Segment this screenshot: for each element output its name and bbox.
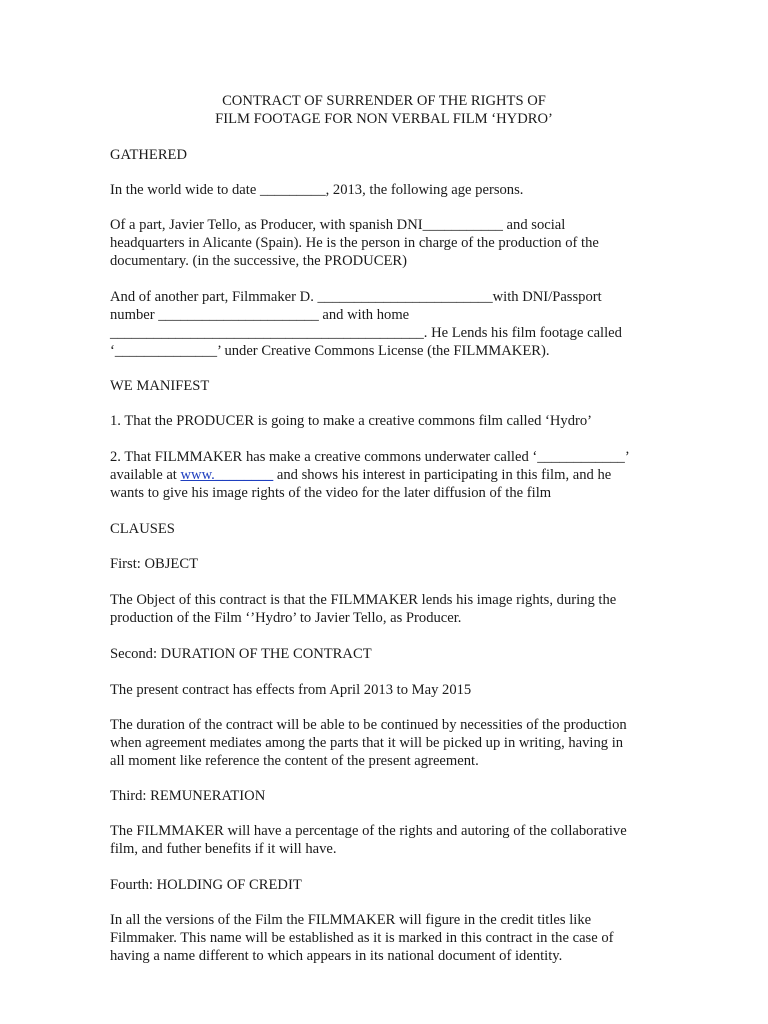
manifest-heading: WE MANIFEST — [110, 378, 210, 394]
manifest-item-2 — [110, 448, 670, 502]
manifest-item-2-line-2 — [110, 466, 670, 484]
manifest-item-2-line-3: wants to give his image rights of the video for the later diffusion of the film — [110, 485, 552, 501]
second-clause-heading: Second: DURATION OF THE CONTRACT — [110, 646, 372, 662]
manifest-item-1: 1. That the PRODUCER is going to make a creative commons film called ‘Hydro’ — [110, 413, 593, 429]
second-clause-duration — [110, 716, 670, 770]
first-clause-body — [110, 591, 670, 627]
producer-line-1: Of a part, Javier Tello, as Producer, with spanish DNI___________ and social — [110, 217, 566, 233]
filmmaker-line-2: number ______________________ and with home — [110, 307, 410, 323]
manifest-item-2-line-1: 2. That FILMMAKER has make a creative commons underwater called ‘____________’ — [110, 449, 630, 465]
website-link[interactable]: www.________ — [180, 467, 274, 483]
fourth-clause-line-3: having a name different to which appears in its national document of identity. — [110, 948, 563, 964]
third-clause-body — [110, 822, 670, 858]
gathered-heading: GATHERED — [110, 147, 188, 163]
date-line: In the world wide to date _________, 2013, the following age persons. — [110, 182, 524, 198]
filmmaker-line-1: And of another part, Filmmaker D. ________________________with DNI/Passport — [110, 289, 602, 305]
title-line-1: CONTRACT OF SURRENDER OF THE RIGHTS OF — [222, 93, 546, 109]
document-title — [0, 92, 768, 128]
first-clause-line-1: The Object of this contract is that the FILMMAKER lends his image rights, during the — [110, 592, 617, 608]
first-clause-heading: First: OBJECT — [110, 556, 198, 572]
third-clause-line-2: film, and futher benefits if it will have. — [110, 841, 337, 857]
duration-line-3: all moment like reference the content of the present agreement. — [110, 753, 479, 769]
filmmaker-line-4: ‘______________’ under Creative Commons License (the FILMMAKER). — [110, 343, 550, 359]
second-clause-effects: The present contract has effects from April 2013 to May 2015 — [110, 682, 472, 698]
fourth-clause-line-1: In all the versions of the Film the FILMMAKER will figure in the credit titles like — [110, 912, 592, 928]
interest-text: and shows his interest in participating in this film, and he — [273, 467, 612, 483]
fourth-clause-body — [110, 911, 670, 965]
third-clause-heading: Third: REMUNERATION — [110, 788, 266, 804]
fourth-clause-line-2: Filmmaker. This name will be established as it is marked in this contract in the case of — [110, 930, 614, 946]
fourth-clause-heading: Fourth: HOLDING OF CREDIT — [110, 877, 302, 893]
third-clause-line-1: The FILMMAKER will have a percentage of the rights and autoring of the collaborative — [110, 823, 627, 839]
producer-line-2: headquarters in Alicante (Spain). He is the person in charge of the production of the — [110, 235, 599, 251]
title-line-2: FILM FOOTAGE FOR NON VERBAL FILM ‘HYDRO’ — [215, 111, 553, 127]
duration-line-2: when agreement mediates among the parts that it will be picked up in writing, having in — [110, 735, 624, 751]
first-clause-line-2: production of the Film ‘’Hydro’ to Javier Tello, as Producer. — [110, 610, 462, 626]
filmmaker-line-3: ___________________________________________. He Lends his film footage called — [110, 325, 622, 341]
available-at-text: available at — [110, 467, 181, 483]
clauses-heading: CLAUSES — [110, 521, 175, 537]
producer-paragraph — [110, 216, 670, 270]
producer-line-3: documentary. (in the successive, the PRODUCER) — [110, 253, 407, 269]
duration-line-1: The duration of the contract will be able to be continued by necessities of the production — [110, 717, 627, 733]
filmmaker-paragraph — [110, 288, 670, 360]
